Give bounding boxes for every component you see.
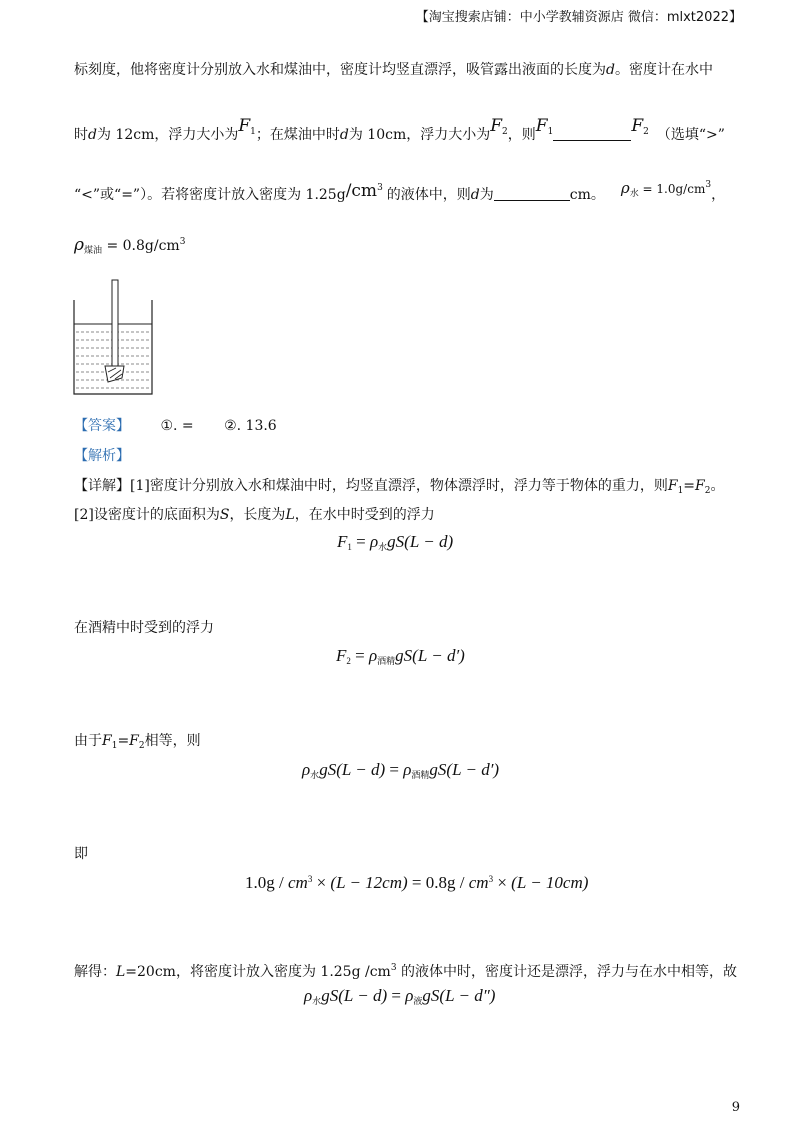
answer-blank-1[interactable]: [553, 126, 631, 141]
var-d: d: [470, 187, 480, 203]
detail-label: 【详解】: [74, 478, 130, 494]
equation-1: $F_1 = \rho_水gS(L - d)$: [337, 532, 454, 552]
detail-line-2: [2]设密度计的底面积为S，长度为L，在水中时受到的浮力: [74, 507, 435, 523]
text: ；在煤油中时: [255, 127, 340, 143]
detail-line-1: 【详解】[1]密度计分别放入水和煤油中时，均竖直漂浮，物体漂浮时，浮力等于物体的重力，则$F_1=F_2$。: [74, 478, 725, 496]
detail-line-5: 即: [74, 846, 88, 862]
var-d: d: [606, 62, 615, 78]
analysis-label: [74, 446, 130, 466]
symbol-F2: $F_2$: [631, 116, 649, 137]
text: 时: [74, 127, 88, 143]
unit-cm3: $/cm^3$: [345, 181, 383, 201]
question-line-2: [74, 116, 725, 145]
text: 为: [479, 187, 494, 203]
page-number: 9: [731, 1100, 740, 1115]
answer-label: 【答案】: [74, 418, 130, 434]
var-d: d: [88, 127, 97, 143]
text: 的液体中，则: [386, 187, 471, 203]
text: 为 10cm，浮力大小为: [348, 127, 491, 143]
label: 【解析】: [74, 448, 130, 464]
header-shop-text: 【淘宝搜索店铺：中小学教辅资源店 微信：mlxt2022】: [415, 10, 742, 25]
detail-line-3: 在酒精中时受到的浮力: [74, 620, 214, 636]
equation-3: $\rho_水gS(L - d) = \rho_{酒精}gS(L - d')$: [302, 760, 500, 780]
text: cm。: [569, 187, 605, 203]
question-line-3: [74, 175, 725, 205]
question-line-1: [74, 60, 713, 80]
equation-4: $1.0g / cm^3 \times (L - 12cm) = 0.8g / cm^3 \times (L - 10cm)$: [245, 873, 589, 892]
answer-blank-2[interactable]: [494, 186, 570, 201]
answer-1: ①. =: [160, 418, 194, 434]
text: 标刻度，他将密度计分别放入水和煤油中，密度计均竖直漂浮，吸管露出液面的长度为: [74, 62, 606, 78]
straw: [112, 280, 118, 366]
answer-line: [74, 416, 277, 436]
equation-5: $\rho_水gS(L - d) = \rho_液gS(L - d'')$: [304, 986, 496, 1006]
text: “<”或“=”）。若将密度计放入密度为 1.25g: [74, 187, 346, 203]
text: 。密度计在水中: [614, 62, 713, 78]
answer-2: ②. 13.6: [224, 418, 277, 434]
rho-water: $\rho_水 = 1.0g/cm^3$: [620, 179, 712, 199]
text: 为 12cm，浮力大小为: [96, 127, 239, 143]
symbol-F1: $F_1$: [238, 116, 256, 137]
text: ，: [711, 187, 726, 203]
symbol-F1: $F_1$: [535, 116, 554, 137]
hydrometer-diagram: [72, 278, 156, 398]
text: [1]密度计分别放入水和煤油中时，均竖直漂浮，物体漂浮时，浮力等于物体的重力，则: [130, 478, 668, 494]
detail-line-4: 由于$F_1=F_2$相等，则: [74, 733, 201, 751]
equation-2: $F_2 = \rho_{酒精}gS(L - d')$: [336, 646, 465, 666]
var-d: d: [339, 127, 349, 143]
detail-line-6: 解得：L=20cm，将密度计放入密度为 1.25g $/cm^3$ 的液体中时，密度计还是漂浮，浮力与在水中相等，故: [74, 963, 738, 980]
text: ，则: [507, 127, 536, 143]
rho-kerosene: $\rho_{煤油} = 0.8g/cm^3$: [74, 235, 186, 256]
symbol-F2: $F_2$: [490, 116, 508, 137]
text: （选填“>”: [656, 127, 725, 143]
